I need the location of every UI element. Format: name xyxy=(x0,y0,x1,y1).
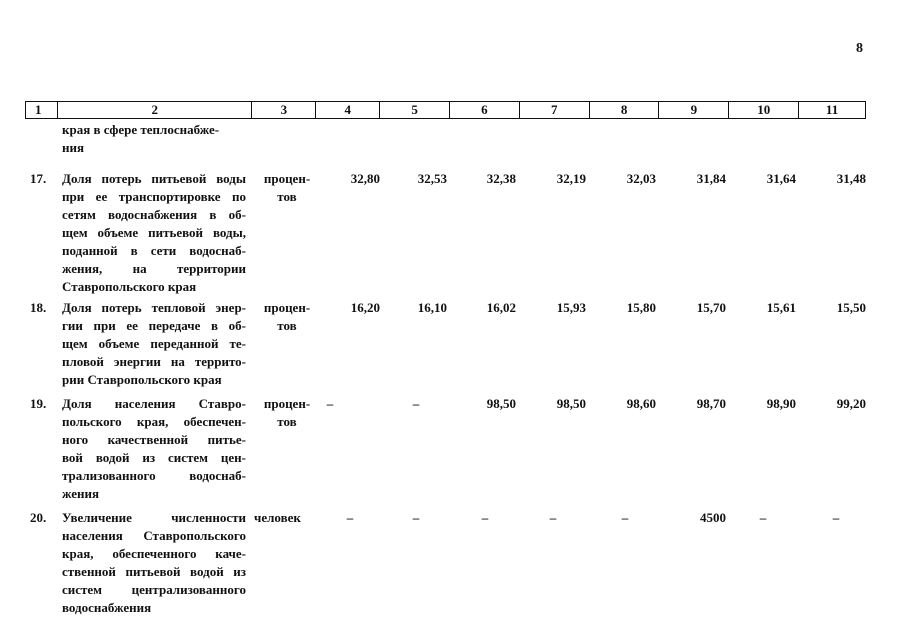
continued-line: ния xyxy=(62,140,85,155)
description-line: пловой энергии на террито- xyxy=(62,354,246,369)
value-col-9: 15,70 xyxy=(696,300,726,315)
unit-line: тов xyxy=(277,318,297,333)
value-col-8: – xyxy=(621,510,629,525)
description-line: Доля потерь тепловой энер- xyxy=(62,300,246,315)
unit-line: процен- xyxy=(263,300,311,315)
description-line: Увеличение численности xyxy=(62,510,246,525)
description-line: Ставропольского края xyxy=(62,279,197,294)
value-col-10: 98,90 xyxy=(766,396,796,411)
value-col-7: – xyxy=(549,510,557,525)
value-col-9: 31,84 xyxy=(696,171,726,186)
value-col-10: 15,61 xyxy=(766,300,796,315)
row-number: 20. xyxy=(30,510,47,525)
column-number-7: 7 xyxy=(520,102,590,118)
description-line: края, обеспеченного каче- xyxy=(62,546,246,561)
continued-row-text xyxy=(62,121,248,157)
value-col-5: – xyxy=(412,396,420,411)
value-col-10: 31,64 xyxy=(766,171,796,186)
value-col-11: 15,50 xyxy=(836,300,866,315)
value-col-8: 32,03 xyxy=(626,171,656,186)
description-line: жения xyxy=(62,486,100,501)
row-unit xyxy=(254,509,314,527)
column-number-4: 4 xyxy=(316,102,380,118)
description-line: вой водой из систем цен- xyxy=(62,450,246,465)
column-number-5: 5 xyxy=(380,102,450,118)
row-description xyxy=(62,299,246,389)
value-col-11: – xyxy=(832,510,840,525)
value-col-11: 31,48 xyxy=(836,171,866,186)
value-col-6: 16,02 xyxy=(486,300,516,315)
row-description xyxy=(62,395,246,503)
description-line: щем объеме переданной те- xyxy=(62,336,246,351)
description-line: поданной в сети водоснаб- xyxy=(62,243,246,258)
column-number-3: 3 xyxy=(252,102,316,118)
column-number-10: 10 xyxy=(729,102,799,118)
column-number-8: 8 xyxy=(590,102,660,118)
description-line: Доля потерь питьевой воды xyxy=(62,171,246,186)
description-line: водоснабжения xyxy=(62,600,152,615)
value-col-7: 98,50 xyxy=(556,396,586,411)
value-col-9: 98,70 xyxy=(696,396,726,411)
value-col-5: 16,10 xyxy=(417,300,447,315)
value-col-4: – xyxy=(346,510,354,525)
value-col-7: 15,93 xyxy=(556,300,586,315)
value-col-6: 32,38 xyxy=(486,171,516,186)
value-col-10: – xyxy=(759,510,767,525)
value-col-6: 98,50 xyxy=(486,396,516,411)
row-number: 19. xyxy=(30,396,47,411)
description-line: польского края, обеспечен- xyxy=(62,414,246,429)
column-number-2: 2 xyxy=(58,102,253,118)
unit-line: тов xyxy=(277,414,297,429)
row-unit xyxy=(258,170,316,206)
description-line: ного качественной питье- xyxy=(62,432,246,447)
description-line: населения Ставропольского xyxy=(62,528,246,543)
value-col-9: 4500 xyxy=(700,510,726,525)
column-number-11: 11 xyxy=(825,102,839,117)
value-col-8: 98,60 xyxy=(626,396,656,411)
value-col-6: – xyxy=(481,510,489,525)
description-line: сетям водоснабжения в об- xyxy=(62,207,246,222)
value-col-11: 99,20 xyxy=(836,396,866,411)
unit-line: тов xyxy=(277,189,297,204)
row-description xyxy=(62,509,246,617)
value-col-8: 15,80 xyxy=(626,300,656,315)
continued-line: края в сфере теплоснабже- xyxy=(62,122,220,137)
unit-line: человек xyxy=(254,510,301,525)
row-number: 18. xyxy=(30,300,47,315)
description-line: гии при ее передаче в об- xyxy=(62,318,246,333)
row-number: 17. xyxy=(30,171,47,186)
column-number-6: 6 xyxy=(450,102,520,118)
value-col-4: 16,20 xyxy=(350,300,380,315)
description-line: Доля населения Ставро- xyxy=(62,396,246,411)
description-line: при ее транспортировке по xyxy=(62,189,246,204)
table-column-header xyxy=(25,101,866,119)
description-line: рии Ставропольского края xyxy=(62,372,222,387)
value-col-7: 32,19 xyxy=(556,171,586,186)
value-col-4: – xyxy=(326,396,334,411)
description-line: ственной питьевой водой из xyxy=(62,564,246,579)
column-number-1: 1 xyxy=(26,102,58,118)
page-number: 8 xyxy=(856,41,863,56)
row-description xyxy=(62,170,246,296)
description-line: жения, на территории xyxy=(62,261,246,276)
column-number-9: 9 xyxy=(659,102,729,118)
description-line: щем объеме питьевой воды, xyxy=(62,225,246,240)
row-unit xyxy=(258,299,316,335)
value-col-4: 32,80 xyxy=(350,171,380,186)
description-line: трализованного водоснаб- xyxy=(62,468,246,483)
value-col-5: – xyxy=(412,510,420,525)
description-line: систем централизованного xyxy=(62,582,246,597)
unit-line: процен- xyxy=(263,396,311,411)
unit-line: процен- xyxy=(263,171,311,186)
value-col-5: 32,53 xyxy=(417,171,447,186)
